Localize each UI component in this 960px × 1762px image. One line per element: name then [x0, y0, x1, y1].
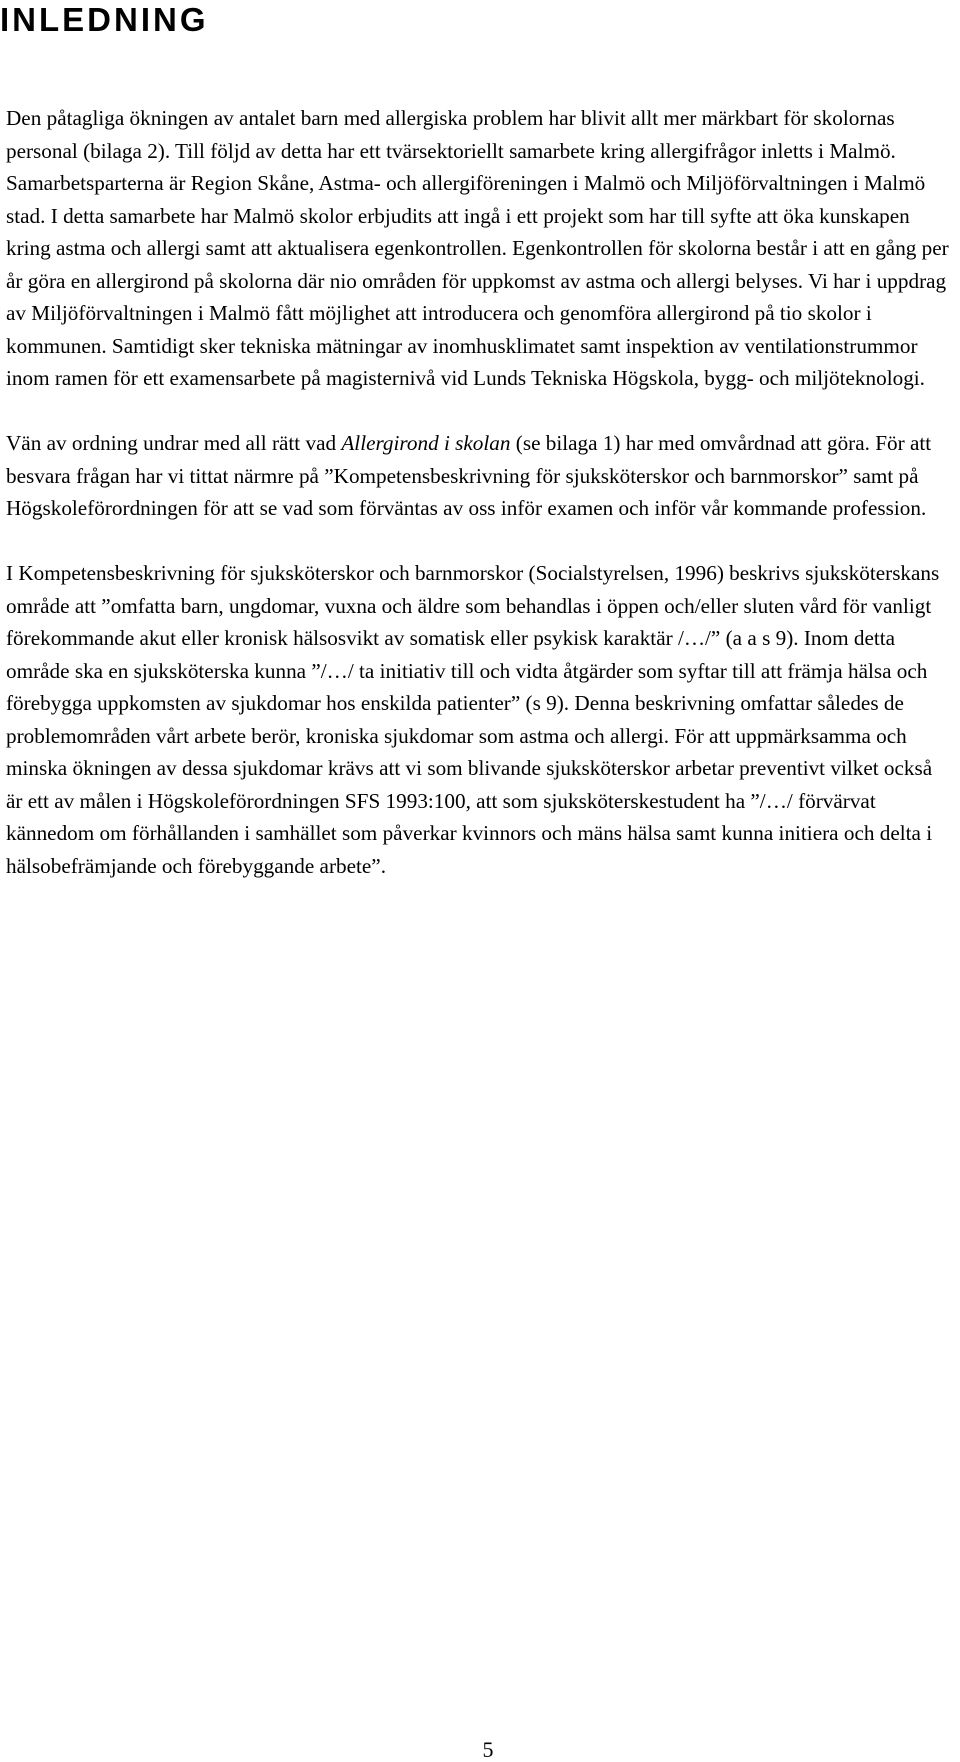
page-number: 5 [482, 1737, 494, 1762]
allergirond-title: Allergirond i skolan [341, 431, 511, 455]
paragraph-question-start: Vän av ordning undrar med all rätt vad [6, 431, 342, 455]
paragraph-question [6, 427, 950, 525]
page-heading: INLEDNING [0, 1, 209, 38]
paragraph-question-end: (se bilaga 1) har med omvårdnad att göra. För att besvara frågan har vi tittat närmre på ”Kompetensbeskrivning för sjuksköterskor och barnmorskor” samt på Högskoleförordningen för att se vad som förväntas av oss inför examen och inför vår kommande profession. [6, 431, 932, 520]
paragraph-competence: I Kompetensbeskrivning för sjuksköterskor och barnmorskor (Socialstyrelsen, 1996) beskrivs sjuksköterskans område att ”omfatta barn, ungdomar, vuxna och äldre som behandlas i öppen och/eller sluten vård för vanligt förekommande akut eller kronisk hälsosvikt av somatisk eller psykisk karaktär /…/” (a a s 9). Inom detta område ska en sjuksköterska kunna ”/…/ ta initiativ till och vidta åtgärder som syftar till att främja hälsa och förebygga uppkomsten av sjukdomar hos enskilda patienter” (s 9). Denna beskrivning omfattar således de problemområden vårt arbete berör, kroniska sjukdomar som astma och allergi. För att uppmärksamma och minska ökningen av dessa sjukdomar krävs att vi som blivande sjuksköterskor arbetar preventivt vilket också är ett av målen i Högskoleförordningen SFS 1993:100, att som sjuksköterskestudent ha ”/…/ förvärvat kännedom om förhållanden i samhället som påverkar kvinnors och mäns hälsa samt kunna initiera och delta i hälsobefrämjande och förebyggande arbete”. [6, 561, 940, 878]
body-text [6, 102, 950, 882]
paragraph-introduction: Den påtagliga ökningen av antalet barn med allergiska problem har blivit allt mer märkbart för skolornas personal (bilaga 2). Till följd av detta har ett tvärsektoriellt samarbete kring allergifrågor inletts i Malmö. Samarbetsparterna är Region Skåne, Astma- och allergiföreningen i Malmö och Miljöförvaltningen i Malmö stad. I detta samarbete har Malmö skolor erbjudits att ingå i ett projekt som har till syfte att öka kunskapen kring astma och allergi samt att aktualisera egenkontrollen. Egenkontrollen för skolorna består i att en gång per år göra en allergirond på skolorna där nio områden för uppkomst av astma och allergi belyses. Vi har i uppdrag av Miljöförvaltningen i Malmö fått möjlighet att introducera och genomföra allergirond på tio skolor i kommunen. Samtidigt sker tekniska mätningar av inomhusklimatet samt inspektion av ventilationstrummor inom ramen för ett examensarbete på magisternivå vid Lunds Tekniska Högskola, bygg- och miljöteknologi. [6, 106, 949, 390]
